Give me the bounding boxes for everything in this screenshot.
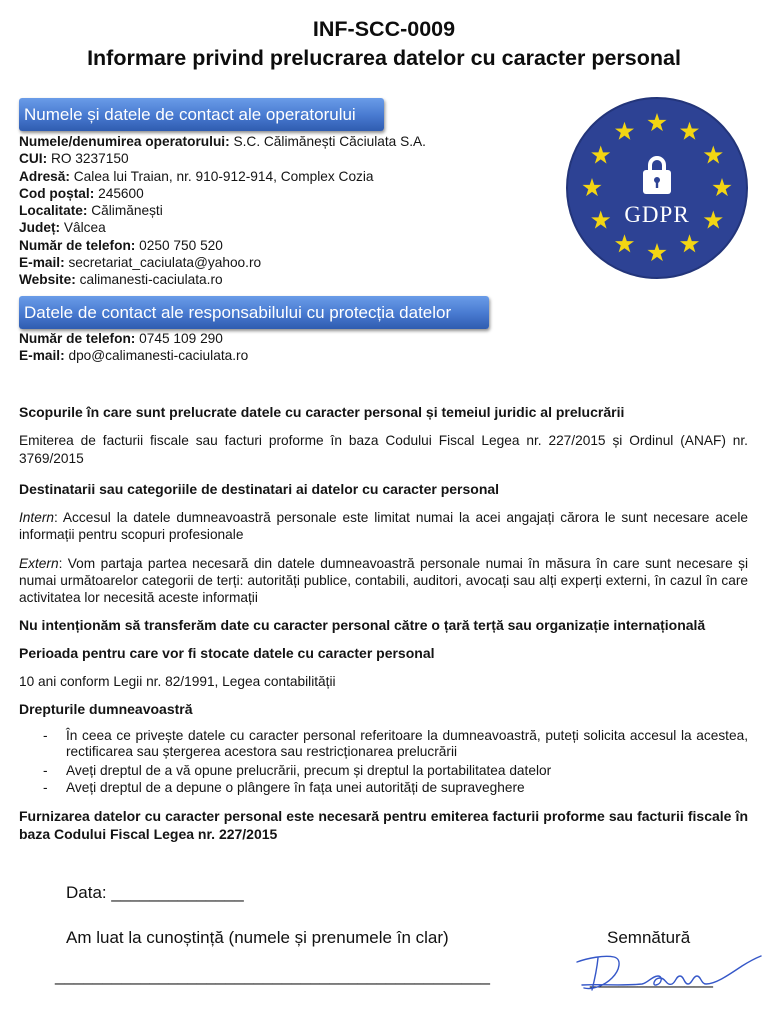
field-value: S.C. Călimănești Căciulata S.A. xyxy=(233,134,426,149)
field-label: Website: xyxy=(19,272,76,288)
field-value: 245600 xyxy=(98,185,144,201)
field-label: Număr de telefon: xyxy=(19,331,136,346)
field-value: 0250 750 520 xyxy=(139,237,223,253)
field-label: E-mail: xyxy=(19,348,65,363)
list-bullet: - xyxy=(43,779,48,795)
field-label: E-mail: xyxy=(19,255,65,271)
signature-label: Semnătură xyxy=(607,928,691,947)
operator-contact-details xyxy=(19,133,426,289)
field-label: Număr de telefon: xyxy=(19,237,136,253)
field-value: Vâlcea xyxy=(63,220,106,236)
document-code: INF-SCC-0009 xyxy=(312,17,456,41)
field-value: secretariat_caciulata@yahoo.ro xyxy=(68,255,262,271)
list-item xyxy=(43,763,748,779)
dpo-email-row xyxy=(19,347,248,364)
intern-text: : Accesul la datele dumneavoastră personale este limitat numai la acei angajați cărora le sunt necesare acele informații pentru scopuri profesionale xyxy=(19,510,748,542)
operator-section-heading: Numele și datele de contact ale operatorului xyxy=(19,98,384,131)
recipients-extern-paragraph xyxy=(19,555,748,606)
document-header xyxy=(0,15,768,73)
requirement-statement: Furnizarea datelor cu caracter personal este necesară pentru emiterea facturii proforme sau facturii fiscale în baza Codului Fiscal Legea nr. 227/2015 xyxy=(19,808,748,842)
field-value: 0745 109 290 xyxy=(139,331,223,346)
purposes-heading: Scopurile în care sunt prelucrate datele cu caracter personal și temeiul juridic al prelucrării xyxy=(19,404,625,420)
gdpr-logo xyxy=(564,96,750,282)
dpo-contact-details xyxy=(19,330,248,364)
field-value: Calea lui Traian, nr. 910-912-914, Complex Cozia xyxy=(73,168,374,184)
field-label: CUI: xyxy=(19,151,48,167)
field-label: Numele/denumirea operatorului: xyxy=(19,134,230,149)
dpo-section-heading: Datele de contact ale responsabilului cu protecția datelor xyxy=(19,296,489,329)
name-blank-line: ______________________________________________ xyxy=(55,966,490,985)
gdpr-logo-text: GDPR xyxy=(624,202,690,227)
document-title: Informare privind prelucrarea datelor cu caracter personal xyxy=(87,46,681,70)
operator-county-row xyxy=(19,219,426,236)
list-bullet: - xyxy=(43,728,48,743)
acknowledgement-label: Am luat la cunoștință (numele și prenumele în clar) xyxy=(66,928,449,947)
date-field: Data: ______________ xyxy=(66,883,244,902)
retention-heading: Perioada pentru care vor fi stocate datele cu caracter personal xyxy=(19,645,435,661)
operator-address-row xyxy=(19,168,426,185)
dpo-phone-row xyxy=(19,330,248,347)
extern-text: : Vom partaja partea necesară din datele dumneavoastră personale numai în măsura în care sunt necesare și numai următoarelor categorii de terți: autorități publice, contabili, auditori, avocați sau alți experți externi, în cazul în care activitatea lor necesită aceste informații xyxy=(19,556,748,605)
list-item-text: În ceea ce privește datele cu caracter personal referitoare la dumneavoastră, puteți solicita accesul la acestea, rectificarea sau ștergerea acestora sau restricționarea prelucrării xyxy=(66,728,748,760)
signature-blank-line: _____________ xyxy=(590,969,713,988)
operator-locality-row xyxy=(19,202,426,219)
retention-text: 10 ani conform Legii nr. 82/1991, Legea contabilității xyxy=(19,674,336,689)
intern-label: Intern xyxy=(19,510,55,525)
recipients-intern-paragraph xyxy=(19,509,748,543)
field-value: dpo@calimanesti-caciulata.ro xyxy=(68,348,249,363)
field-value: calimanesti-caciulata.ro xyxy=(79,272,223,288)
rights-list xyxy=(19,728,748,796)
list-item xyxy=(43,728,748,761)
recipients-heading: Destinatarii sau categoriile de destinatari ai datelor cu caracter personal xyxy=(19,481,500,497)
field-label: Adresă: xyxy=(19,168,70,184)
field-value: Călimănești xyxy=(91,203,163,219)
list-item-text: Aveți dreptul de a depune o plângere în fața unei autorități de supraveghere xyxy=(66,779,525,795)
purposes-text: Emiterea de facturii fiscale sau facturi proforme în baza Codului Fiscal Legea nr. 227/2015 și Ordinul (ANAF) nr. 3769/2015 xyxy=(19,433,748,466)
field-label: Localitate: xyxy=(19,203,88,219)
field-value: RO 3237150 xyxy=(50,151,129,167)
operator-phone-row xyxy=(19,237,426,254)
list-bullet: - xyxy=(43,763,48,779)
operator-website-row xyxy=(19,271,426,288)
operator-email-row xyxy=(19,254,426,271)
transfer-statement: Nu intenționăm să transferăm date cu caracter personal către o țară terță sau organizație internațională xyxy=(19,617,706,633)
rights-heading: Drepturile dumneavoastră xyxy=(19,701,193,717)
field-label: Cod poștal: xyxy=(19,185,95,201)
list-item xyxy=(43,779,748,796)
operator-cui-row xyxy=(19,150,426,167)
list-item-text: Aveți dreptul de a vă opune prelucrării, precum și dreptul la portabilitatea datelor xyxy=(66,763,552,779)
field-label: Județ: xyxy=(19,220,61,236)
handwritten-signature xyxy=(570,940,765,1002)
operator-name-row xyxy=(19,133,426,150)
operator-postal-code-row xyxy=(19,185,426,202)
extern-label: Extern xyxy=(19,556,59,571)
